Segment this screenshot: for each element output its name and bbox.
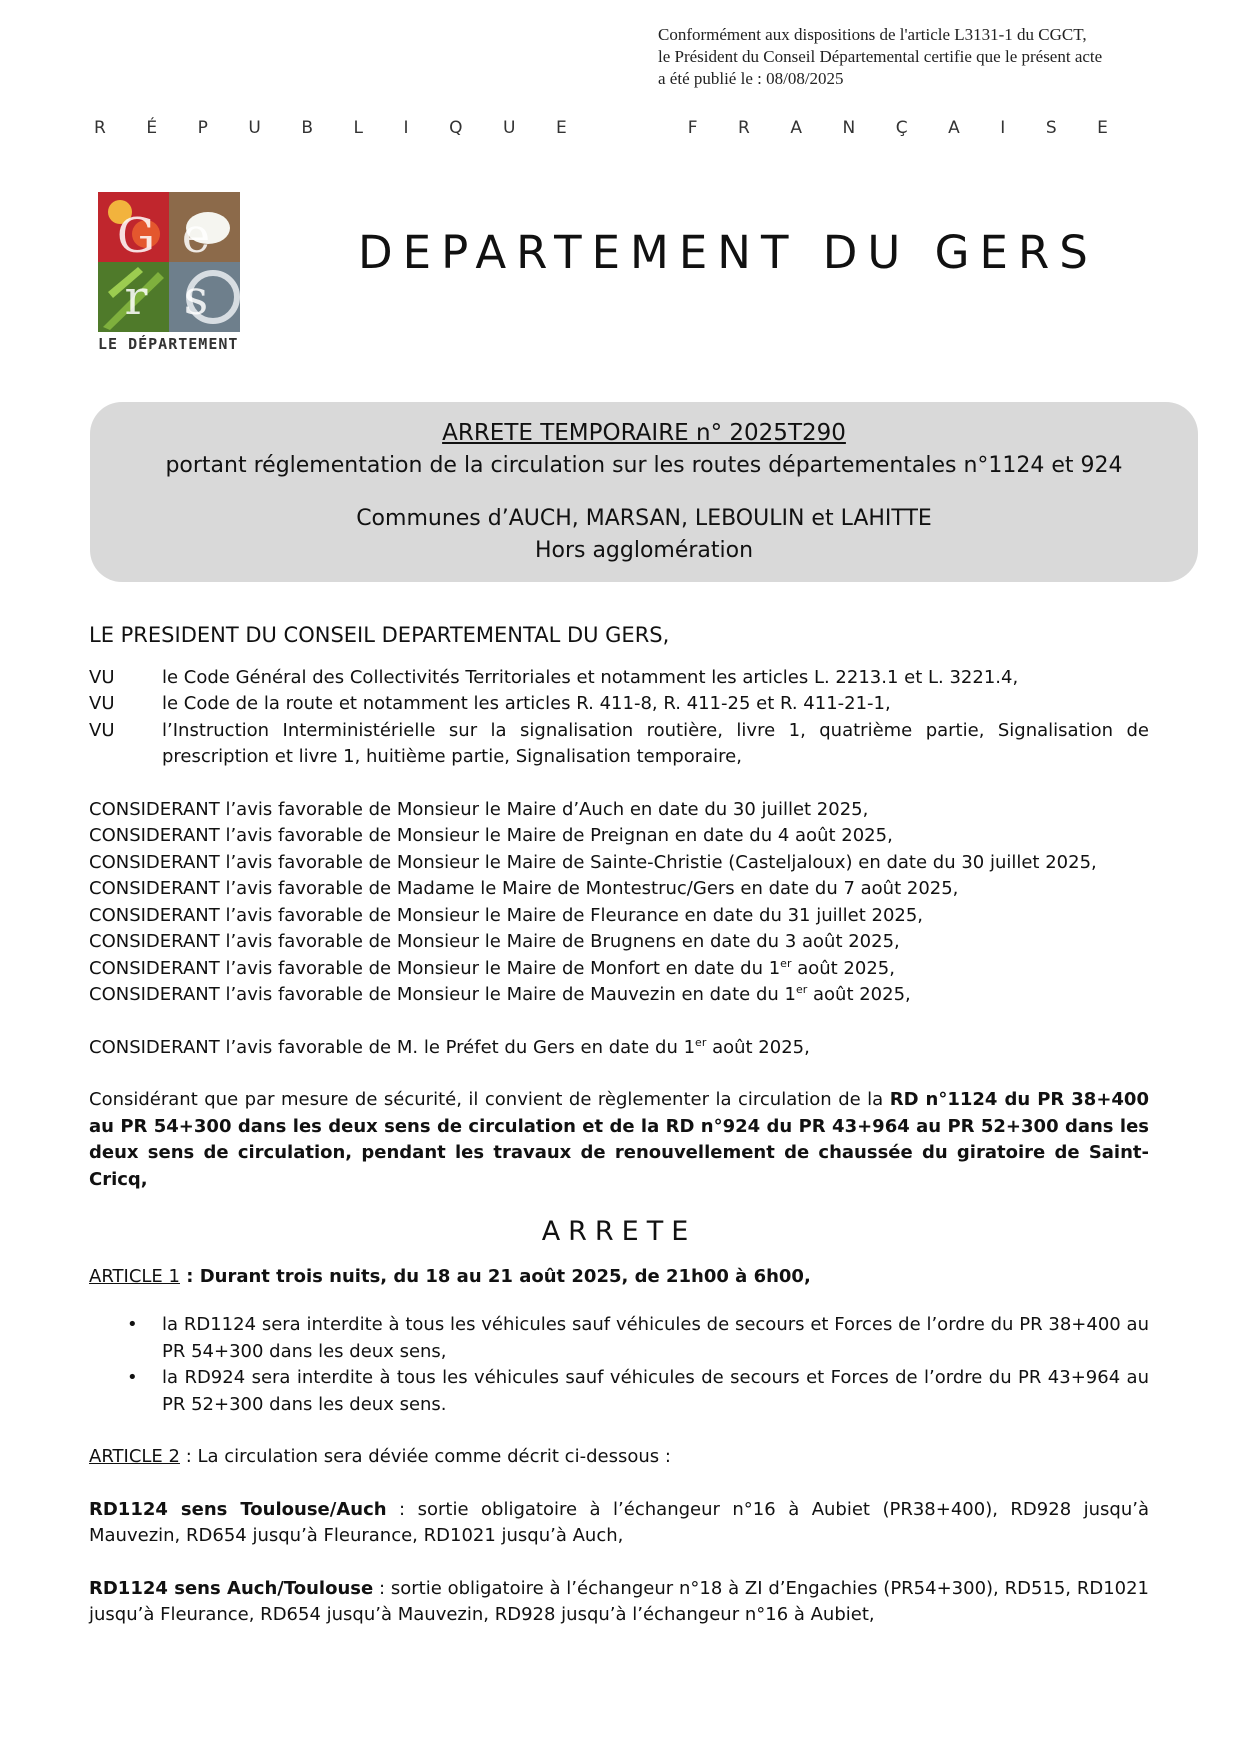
republique-letter: I (403, 118, 409, 138)
article-1-label: ARTICLE 1 (89, 1265, 180, 1287)
considerant-item: CONSIDERANT l’avis favorable de Madame le Maire de Montestruc/Gers en date du 7 août 2025, (89, 878, 959, 899)
article-2-label: ARTICLE 2 (89, 1446, 180, 1467)
considerant-item: CONSIDERANT l’avis favorable de Monsieur le Maire de Preignan en date du 4 août 2025, (89, 825, 893, 846)
security-detail: RD n°1124 du PR 38+400 au PR 54+300 dans les deux sens de circulation et de la RD n°924 du PR 43+964 au PR 52+300 dans les deux sens de circulation, pendant les travaux de renouvellement de chaussée du giratoire de Saint-Cricq, (89, 1089, 1149, 1190)
considerant-text: août 2025, (807, 984, 911, 1005)
republique-letter: Ç (895, 118, 908, 138)
arrete-number: ARRETE TEMPORAIRE n° 2025T290 (442, 420, 846, 446)
republique-letter: U (248, 118, 261, 138)
svg-text:G: G (116, 208, 156, 264)
gers-logo (98, 192, 240, 332)
svg-text:r: r (124, 270, 148, 326)
ordinal-suffix: er (795, 983, 808, 996)
article-1-text: Durant trois nuits, du 18 au 21 août 2025, de 21h00 à 6h00, (199, 1265, 811, 1287)
president-heading: LE PRESIDENT DU CONSEIL DEPARTEMENTAL DU GERS, (89, 623, 670, 647)
article-2-text: La circulation sera déviée comme décrit ci-dessous : (197, 1446, 671, 1467)
arrete-subject: portant réglementation de la circulation sur les routes départementales n°1124 et 924 (165, 453, 1123, 478)
considerant-item (89, 982, 1149, 1009)
considerant-list (89, 797, 1149, 1009)
vu-text: le Code Général des Collectivités Territoriales et notamment les articles L. 2213.1 et L. 3221.4, (162, 666, 1019, 688)
considerant-item: CONSIDERANT l’avis favorable de Monsieur le Maire de Brugnens en date du 3 août 2025, (89, 931, 900, 952)
republique-letter: S (1045, 118, 1057, 138)
arrete-title-box (90, 402, 1198, 582)
republique-letter: P (197, 118, 208, 138)
vu-item (89, 691, 1149, 718)
route-sep: : (386, 1498, 418, 1520)
bullet-icon: • (127, 1314, 138, 1335)
article-2 (89, 1444, 1149, 1629)
republique-letter: U (502, 118, 516, 138)
route-sep: : (373, 1577, 391, 1599)
list-item (89, 1312, 1149, 1365)
department-title: DEPARTEMENT DU GERS (358, 226, 1098, 279)
considerant-item: CONSIDERANT l’avis favorable de Monsieur le Maire de Fleurance en date du 31 juillet 2025, (89, 904, 924, 926)
republique-letter: R (94, 118, 106, 138)
republique-letter: L (353, 118, 364, 138)
vu-key: VU (89, 666, 115, 688)
arrete-heading: ARRETE (541, 1216, 697, 1247)
considerant-text: août 2025, (791, 957, 895, 979)
bullet-text: la RD1124 sera interdite à tous les véhicules sauf véhicules de secours et Forces de l’ordre du PR 38+400 au PR 54+300 dans les deux sens, (162, 1314, 1149, 1362)
arrete-communes: Communes d’AUCH, MARSAN, LEBOULIN et LAHITTE (356, 506, 932, 531)
security-intro: Considérant que par mesure de sécurité, il convient de règlementer la circulation de la (89, 1089, 890, 1110)
considerant-item: CONSIDERANT l’avis favorable de Monsieur le Maire de Sainte-Christie (Casteljaloux) en date du 30 juillet 2025, (89, 851, 1097, 873)
republique-gap (607, 118, 647, 138)
publication-note-line-3: a été publié le : 08/08/2025 (658, 69, 844, 88)
republique-letter: B (301, 118, 314, 138)
article-1-heading (89, 1264, 1149, 1291)
republique-letter: R (738, 118, 750, 138)
considerant-text: août 2025, (706, 1036, 810, 1058)
vu-key: VU (89, 693, 115, 714)
document-body (89, 622, 1149, 1629)
republique-letter: I (1000, 118, 1006, 138)
vu-list (89, 665, 1149, 771)
article-1-bullets (89, 1312, 1149, 1418)
considerant-item (89, 956, 1149, 983)
svg-text:e: e (181, 208, 211, 264)
article-1-sep: : (179, 1265, 200, 1287)
route-text: sortie obligatoire à l’échangeur n°18 à ZI d’Engachies (PR54+300), RD515, RD1021 jusqu’à Fleurance, RD654 jusqu’à Mauvezin, RD928 jusqu’à l’échangeur n°16 à Aubiet, (89, 1577, 1149, 1625)
publication-note-line-2: le Président du Conseil Départemental certifie que le présent acte (658, 47, 1103, 66)
considering-security (89, 1087, 1149, 1193)
republique-letter: E (555, 118, 567, 138)
route-text: sortie obligatoire à l’échangeur n°16 à Aubiet (PR38+400), RD928 jusqu’à Mauvezin, RD654 jusqu’à Fleurance, RD1021 jusqu’à Auch, (89, 1498, 1150, 1546)
bullet-icon: • (127, 1367, 138, 1388)
republique-letter: Q (449, 118, 463, 138)
republique-letter: N (842, 118, 856, 138)
vu-text: le Code de la route et notamment les articles R. 411-8, R. 411-25 et R. 411-21-1, (162, 693, 891, 714)
republique-letter: A (790, 118, 802, 138)
republique-letter: A (948, 118, 960, 138)
republique-francaise-header (94, 118, 1108, 138)
ordinal-suffix: er (695, 1035, 707, 1049)
considerant-item: CONSIDERANT l’avis favorable de Monsieur le Maire d’Auch en date du 30 juillet 2025, (89, 798, 869, 820)
publication-note-line-1: Conformément aux dispositions de l'article L3131-1 du CGCT, (658, 25, 1087, 44)
list-item (89, 1365, 1149, 1418)
republique-letter: E (1097, 118, 1108, 138)
deviation-route (89, 1497, 1149, 1550)
ordinal-suffix: er (780, 956, 792, 970)
considerant-prefet (89, 1035, 1149, 1062)
publication-note (658, 24, 1102, 90)
considerant-text: CONSIDERANT l’avis favorable de Monsieur le Maire de Mauvezin en date du 1 (89, 984, 796, 1005)
vu-item (89, 665, 1149, 692)
republique-letter: É (146, 118, 158, 138)
logo-label: LE DÉPARTEMENT (98, 335, 239, 353)
vu-item (89, 718, 1149, 771)
svg-text:s: s (183, 270, 209, 326)
vu-key: VU (89, 719, 115, 741)
article-1 (89, 1264, 1149, 1419)
considerant-text: CONSIDERANT l’avis favorable de Monsieur le Maire de Monfort en date du 1 (89, 957, 781, 979)
route-name: RD1124 sens Auch/Toulouse (89, 1577, 374, 1599)
republique-letter: F (687, 118, 698, 138)
deviation-route (89, 1576, 1149, 1629)
considerant-text: CONSIDERANT l’avis favorable de M. le Préfet du Gers en date du 1 (89, 1036, 696, 1058)
route-name: RD1124 sens Toulouse/Auch (89, 1498, 387, 1520)
article-2-sep: : (179, 1446, 198, 1467)
bullet-text: la RD924 sera interdite à tous les véhicules sauf véhicules de secours et Forces de l’ordre du PR 43+964 au PR 52+300 dans les deux sens. (162, 1367, 1149, 1415)
arrete-location: Hors agglomération (534, 538, 754, 563)
vu-text: l’Instruction Interministérielle sur la signalisation routière, livre 1, quatrième partie, Signalisation de prescription et livre 1, huitième partie, Signalisation temporaire, (162, 719, 1149, 767)
article-2-heading (89, 1444, 1149, 1471)
